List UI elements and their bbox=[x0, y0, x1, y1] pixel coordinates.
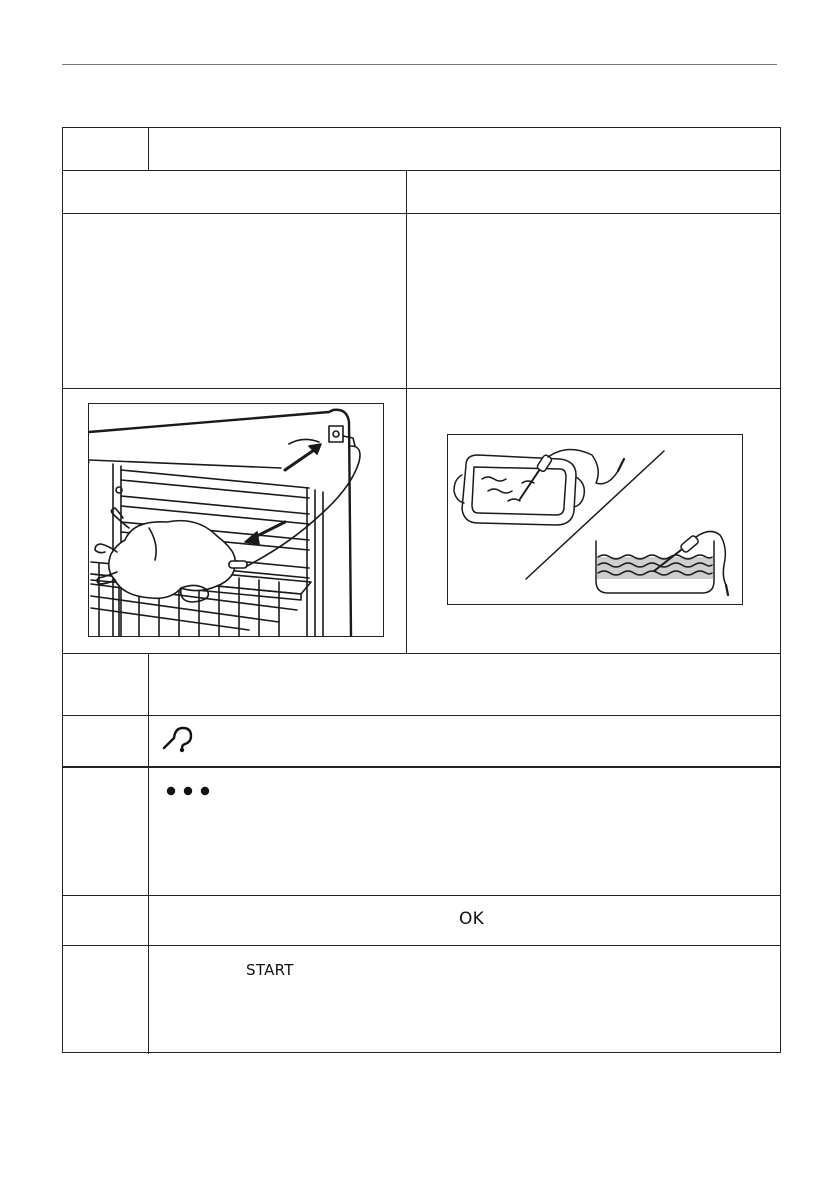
step-content-cell bbox=[149, 768, 780, 895]
table-row-illustrations bbox=[63, 389, 780, 654]
step-number-cell bbox=[63, 768, 149, 895]
step-number-cell bbox=[63, 654, 149, 715]
header-rule bbox=[62, 64, 777, 65]
start-button-label: START bbox=[246, 961, 294, 979]
step-number-cell bbox=[63, 716, 149, 766]
step-content-cell bbox=[149, 896, 780, 945]
step-content-cell bbox=[149, 654, 780, 715]
probe-dish-liquid-illustration bbox=[447, 434, 743, 605]
table-row-step-probe bbox=[63, 716, 780, 768]
step-content-cell bbox=[149, 716, 780, 766]
table-row-step-start bbox=[63, 946, 780, 1054]
ok-button-label: OK bbox=[459, 909, 485, 929]
table-row-descriptions bbox=[63, 214, 780, 389]
description-right bbox=[407, 214, 780, 388]
step-number-cell bbox=[63, 128, 149, 170]
table-row-step-dots bbox=[63, 768, 780, 896]
table-row-column-headers bbox=[63, 171, 780, 214]
instruction-table bbox=[62, 127, 781, 1053]
table-row-header bbox=[63, 128, 780, 171]
chicken-in-oven-illustration bbox=[88, 403, 384, 637]
table-row-step-ok bbox=[63, 896, 780, 946]
step-content-cell bbox=[149, 946, 780, 1054]
step-content-cell bbox=[149, 128, 780, 170]
table-row-step-a bbox=[63, 654, 780, 716]
step-number-cell bbox=[63, 896, 149, 945]
three-dots-icon bbox=[165, 784, 213, 798]
illustration-left-cell bbox=[63, 389, 407, 653]
column-header-right bbox=[407, 171, 780, 213]
meat-probe-icon bbox=[161, 724, 197, 754]
probe-in-dish-and-liquid-icon bbox=[448, 435, 742, 604]
illustration-right-cell bbox=[407, 389, 780, 653]
step-number-cell bbox=[63, 946, 149, 1054]
description-left bbox=[63, 214, 407, 388]
column-header-left bbox=[63, 171, 407, 213]
chicken-in-oven-probe-icon bbox=[89, 404, 383, 636]
